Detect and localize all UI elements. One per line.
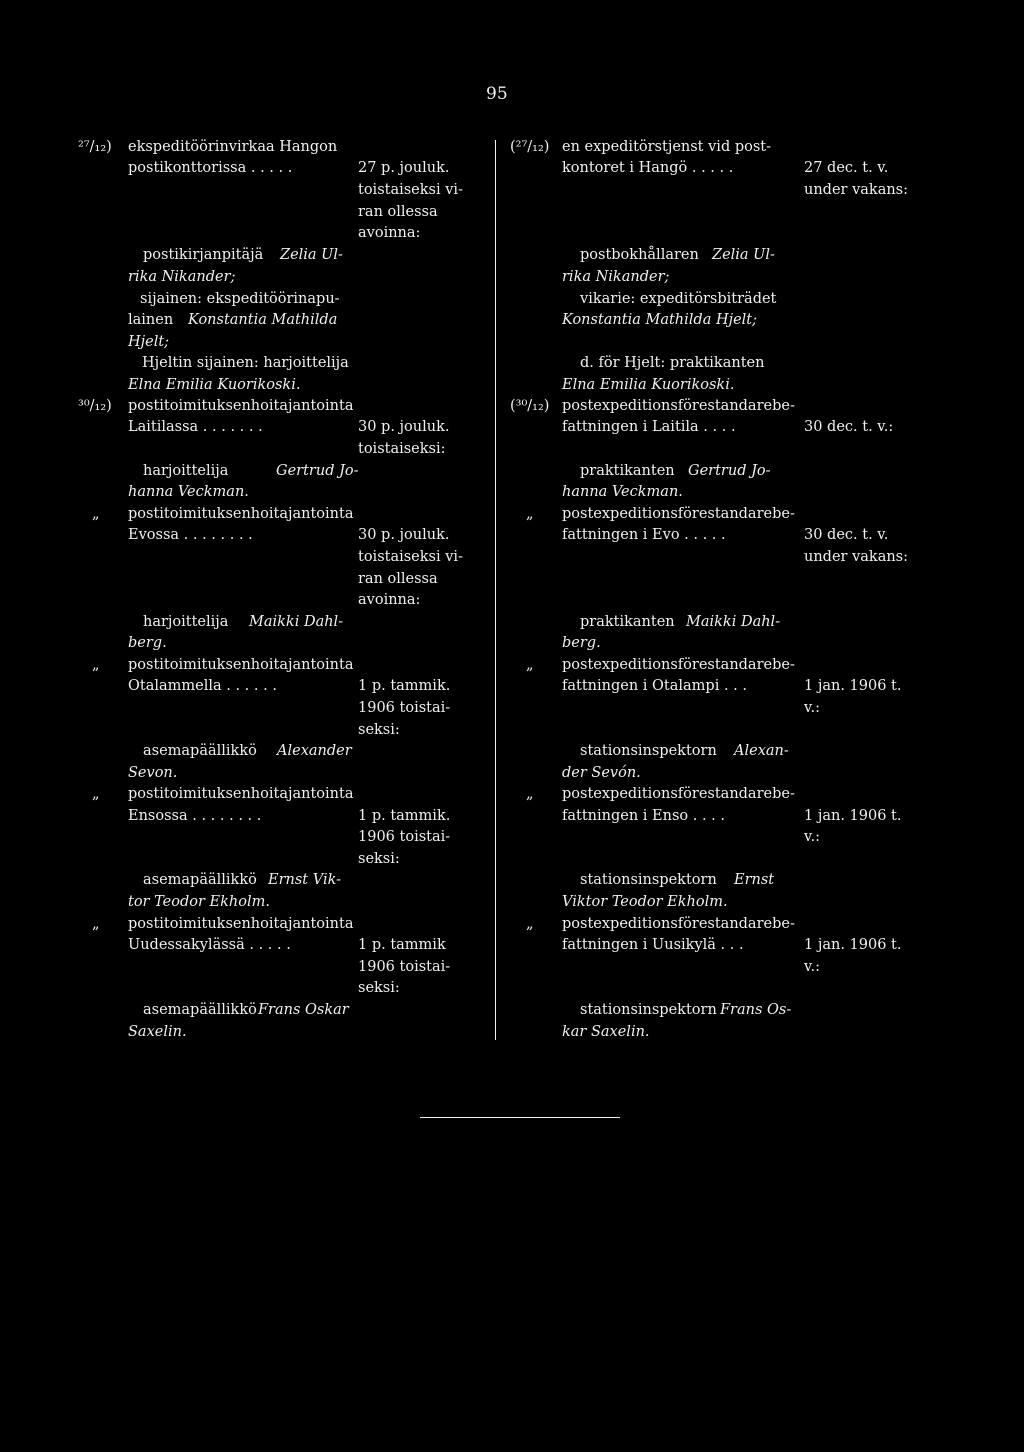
entry-title: Ensossa . . . . . . . . <box>128 808 262 824</box>
ditto-mark: „ <box>92 916 100 932</box>
entry-date: ran ollessa <box>358 204 438 220</box>
appointment-text: postikirjanpitäjä <box>143 247 264 263</box>
appointment-name: Elna Emilia Kuorikoski. <box>562 377 735 393</box>
entry-date: avoinna: <box>358 592 421 608</box>
entry-date: avoinna: <box>358 225 421 241</box>
entry-title: Uudessakylässä . . . . . <box>128 937 291 953</box>
appointment-text: Hjeltin sijainen: harjoittelija <box>142 355 349 371</box>
appointment-text: stationsinspektorn <box>580 743 717 759</box>
appointment-name: Gertrud Jo- <box>276 463 359 479</box>
entry-mark: ³⁰/₁₂) <box>78 398 112 414</box>
appointment-name: berg. <box>562 635 601 651</box>
entry-date: 1 jan. 1906 t. <box>804 937 902 953</box>
entry-date: under vakans: <box>804 549 909 565</box>
entry-date: 30 p. jouluk. <box>358 419 450 435</box>
appointment-name: hanna Veckman. <box>128 484 249 500</box>
appointment-name: rika Nikander; <box>128 269 236 285</box>
entry-mark: (³⁰/₁₂) <box>510 398 550 414</box>
entry-date: seksi: <box>358 722 400 738</box>
appointment-name: der Sevón. <box>562 765 641 781</box>
ditto-mark: „ <box>526 506 534 522</box>
entry-date: 1 p. tammik. <box>358 808 451 824</box>
appointment-text: stationsinspektorn <box>580 872 717 888</box>
entry-title: postitoimituksenhoitajantointa <box>128 506 354 522</box>
appointment-name: Konstantia Mathilda <box>188 312 338 328</box>
appointment-text: praktikanten <box>580 463 675 479</box>
entry-title: postitoimituksenhoitajantointa <box>128 916 354 932</box>
appointment-name: Elna Emilia Kuorikoski. <box>128 377 301 393</box>
appointment-name: Saxelin. <box>128 1024 187 1040</box>
entry-date: 30 p. jouluk. <box>358 527 450 543</box>
entry-title: fattningen i Enso . . . . <box>562 808 726 824</box>
entry-title: en expeditörstjenst vid post- <box>562 139 772 155</box>
page-number: 95 <box>486 84 508 104</box>
appointment-text: asemapäällikkö <box>143 1002 257 1018</box>
appointment-text: d. för Hjelt: praktikanten <box>580 355 765 371</box>
entry-title: postexpeditionsförestandarebe- <box>562 916 795 932</box>
appointment-name: Viktor Teodor Ekholm. <box>562 894 728 910</box>
entry-date: 30 dec. t. v.: <box>804 419 894 435</box>
entry-date: ran ollessa <box>358 571 438 587</box>
entry-title: postitoimituksenhoitajantointa <box>128 657 354 673</box>
entry-title: fattningen i Otalampi . . . <box>562 678 748 694</box>
entry-date: 1 p. tammik. <box>358 678 451 694</box>
entry-title: postikonttorissa . . . . . <box>128 160 293 176</box>
entry-date: toistaiseksi vi- <box>358 182 463 198</box>
appointment-name: Frans Os- <box>720 1002 792 1018</box>
ditto-mark: „ <box>92 786 100 802</box>
bottom-rule <box>420 1117 620 1118</box>
entry-date: 30 dec. t. v. <box>804 527 889 543</box>
appointment-name: berg. <box>128 635 167 651</box>
appointment-text: praktikanten <box>580 614 675 630</box>
entry-date: 1906 toistai- <box>358 959 451 975</box>
entry-date: seksi: <box>358 851 400 867</box>
ditto-mark: „ <box>92 657 100 673</box>
ditto-mark: „ <box>526 657 534 673</box>
column-rule-left <box>495 140 496 1040</box>
entry-date: under vakans: <box>804 182 909 198</box>
entry-title: postexpeditionsförestandarebe- <box>562 657 795 673</box>
entry-date: 1906 toistai- <box>358 700 451 716</box>
appointment-name: Maikki Dahl- <box>249 614 344 630</box>
entry-mark: (²⁷/₁₂) <box>510 139 550 155</box>
entry-date: 1906 toistai- <box>358 829 451 845</box>
entry-date: v.: <box>804 700 820 716</box>
entry-title: postitoimituksenhoitajantointa <box>128 786 354 802</box>
appointment-name: Ernst <box>734 872 775 888</box>
appointment-name: rika Nikander; <box>562 269 670 285</box>
appointment-text: vikarie: expeditörsbiträdet <box>580 291 777 307</box>
entry-date: 1 p. tammik <box>358 937 446 953</box>
appointment-text: sijainen: ekspeditöörinapu- <box>140 291 340 307</box>
ditto-mark: „ <box>92 506 100 522</box>
appointment-text: harjoittelija <box>143 463 229 479</box>
entry-title: postexpeditionsförestandarebe- <box>562 786 795 802</box>
entry-date: 1 jan. 1906 t. <box>804 808 902 824</box>
appointment-name: hanna Veckman. <box>562 484 683 500</box>
appointment-text: harjoittelija <box>143 614 229 630</box>
appointment-text: postbokhållaren <box>580 247 699 263</box>
appointment-name: Konstantia Mathilda Hjelt; <box>562 312 758 328</box>
entry-title: fattningen i Evo . . . . . <box>562 527 726 543</box>
appointment-name: tor Teodor Ekholm. <box>128 894 270 910</box>
entry-title: Otalammella . . . . . . <box>128 678 277 694</box>
appointment-text: asemapäällikkö <box>143 743 257 759</box>
entry-date: v.: <box>804 959 820 975</box>
appointment-name: Alexan- <box>734 743 789 759</box>
entry-date: toistaiseksi vi- <box>358 549 463 565</box>
entry-title: postexpeditionsförestandarebe- <box>562 398 795 414</box>
appointment-name: Maikki Dahl- <box>686 614 781 630</box>
entry-date: seksi: <box>358 980 400 996</box>
ditto-mark: „ <box>526 916 534 932</box>
appointment-name: kar Saxelin. <box>562 1024 650 1040</box>
appointment-name: Frans Oskar <box>258 1002 349 1018</box>
appointment-name: Ernst Vik- <box>268 872 342 888</box>
entry-title: ekspeditöörinvirkaa Hangon <box>128 139 338 155</box>
appointment-name: Zelia Ul- <box>712 247 775 263</box>
appointment-name: Sevon. <box>128 765 178 781</box>
appointment-text: lainen <box>128 312 174 328</box>
entry-date: 1 jan. 1906 t. <box>804 678 902 694</box>
appointment-name: Alexander <box>277 743 352 759</box>
entry-title: postitoimituksenhoitajantointa <box>128 398 354 414</box>
appointment-text: asemapäällikkö <box>143 872 257 888</box>
entry-title: kontoret i Hangö . . . . . <box>562 160 734 176</box>
appointment-text: stationsinspektorn <box>580 1002 717 1018</box>
appointment-name: Gertrud Jo- <box>688 463 771 479</box>
entry-title: Evossa . . . . . . . . <box>128 527 253 543</box>
entry-date: v.: <box>804 829 820 845</box>
appointment-name: Zelia Ul- <box>280 247 343 263</box>
entry-mark: ²⁷/₁₂) <box>78 139 112 155</box>
entry-title: fattningen i Uusikylä . . . <box>562 937 744 953</box>
entry-title: postexpeditionsförestandarebe- <box>562 506 795 522</box>
entry-title: Laitilassa . . . . . . . <box>128 419 263 435</box>
entry-date: toistaiseksi: <box>358 441 446 457</box>
entry-date: 27 p. jouluk. <box>358 160 450 176</box>
entry-date: 27 dec. t. v. <box>804 160 889 176</box>
appointment-name: Hjelt; <box>128 334 170 350</box>
entry-title: fattningen i Laitila . . . . <box>562 419 736 435</box>
ditto-mark: „ <box>526 786 534 802</box>
